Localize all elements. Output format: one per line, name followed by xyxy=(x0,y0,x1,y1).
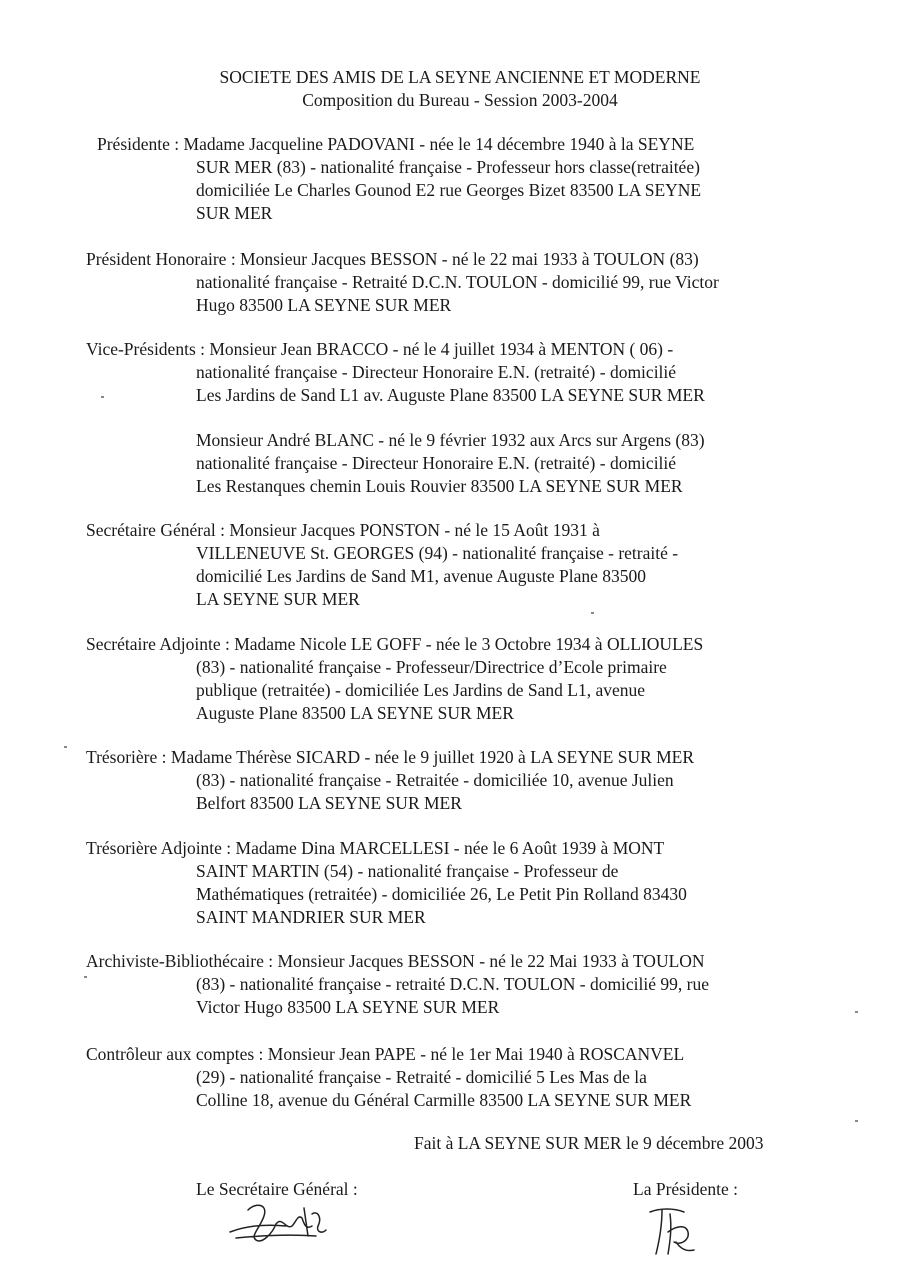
entry-line: domiciliée Le Charles Gounod E2 rue Georges Bizet 83500 LA SEYNE xyxy=(196,180,702,200)
entry-line: Les Restanques chemin Louis Rouvier 83500 LA SEYNE SUR MER xyxy=(196,476,683,496)
entry-line: Monsieur André BLANC - né le 9 février 1932 aux Arcs sur Argens (83) xyxy=(196,430,705,450)
entry-line: Mathématiques (retraitée) - domiciliée 26, Le Petit Pin Rolland 83430 xyxy=(196,884,687,904)
entry-tresoriere xyxy=(86,746,694,769)
entry-secretaire-adjointe xyxy=(86,633,703,656)
signature-label-secretaire: Le Secrétaire Général : xyxy=(196,1179,358,1199)
scan-speck xyxy=(855,1011,858,1013)
society-title: SOCIETE DES AMIS DE LA SEYNE ANCIENNE ET MODERNE xyxy=(219,67,701,87)
entry-controleur xyxy=(86,1043,684,1066)
secretaire-signature xyxy=(226,1196,330,1248)
place-and-date: Fait à LA SEYNE SUR MER le 9 décembre 2003 xyxy=(414,1133,764,1153)
entry-first-line: Président Honoraire : Monsieur Jacques BESSON - né le 22 mai 1933 à TOULON (83) xyxy=(86,249,699,269)
entry-line: (29) - nationalité française - Retraité - domicilié 5 Les Mas de la xyxy=(196,1067,647,1087)
entry-line: nationalité française - Directeur Honoraire E.N. (retraité) - domicilié xyxy=(196,362,677,382)
entry-line: nationalité française - Retraité D.C.N. TOULON - domicilié 99, rue Victor xyxy=(196,272,719,292)
entry-vice-president-2-details xyxy=(196,429,705,498)
scan-speck xyxy=(101,396,104,398)
entry-line: Auguste Plane 83500 LA SEYNE SUR MER xyxy=(196,703,514,723)
entry-line: SAINT MANDRIER SUR MER xyxy=(196,907,426,927)
entry-secretaire-adjointe-details xyxy=(196,656,667,725)
entry-vice-presidents xyxy=(86,338,673,361)
entry-president-honoraire xyxy=(86,248,699,271)
entry-line: VILLENEUVE St. GEORGES (94) - nationalité française - retraité - xyxy=(196,543,679,563)
entry-first-line: Trésorière Adjointe : Madame Dina MARCELLESI - née le 6 Août 1939 à MONT xyxy=(86,838,665,858)
entry-first-line: Secrétaire Général : Monsieur Jacques PONSTON - né le 15 Août 1931 à xyxy=(86,520,600,540)
entry-secretaire-general xyxy=(86,519,600,542)
signature-label-presidente: La Présidente : xyxy=(633,1179,738,1199)
entry-archiviste xyxy=(86,950,705,973)
session-subtitle: Composition du Bureau - Session 2003-2004 xyxy=(302,90,618,110)
entry-first-line: Contrôleur aux comptes : Monsieur Jean PAPE - né le 1er Mai 1940 à ROSCANVEL xyxy=(86,1044,685,1064)
entry-line: Victor Hugo 83500 LA SEYNE SUR MER xyxy=(196,997,500,1017)
scan-speck xyxy=(591,612,594,614)
entry-vice-president-1-details xyxy=(196,361,705,407)
document-header xyxy=(0,66,900,112)
entry-first-line: Vice-Présidents : Monsieur Jean BRACCO - né le 4 juillet 1934 à MENTON ( 06) - xyxy=(86,339,674,359)
presidente-signature xyxy=(640,1202,700,1260)
entry-line: (83) - nationalité française - Retraitée - domiciliée 10, avenue Julien xyxy=(196,770,674,790)
entry-line: LA SEYNE SUR MER xyxy=(196,589,360,609)
entry-line: publique (retraitée) - domiciliée Les Jardins de Sand L1, avenue xyxy=(196,680,646,700)
entry-line: SAINT MARTIN (54) - nationalité française - Professeur de xyxy=(196,861,619,881)
entry-line: Hugo 83500 LA SEYNE SUR MER xyxy=(196,295,452,315)
entry-first-line: Trésorière : Madame Thérèse SICARD - née le 9 juillet 1920 à LA SEYNE SUR MER xyxy=(86,747,695,767)
entry-line: SUR MER xyxy=(196,203,273,223)
entry-archiviste-details xyxy=(196,973,709,1019)
entry-secretaire-general-details xyxy=(196,542,678,611)
entry-line: (83) - nationalité française - retraité D.C.N. TOULON - domicilié 99, rue xyxy=(196,974,710,994)
entry-line: Les Jardins de Sand L1 av. Auguste Plane 83500 LA SEYNE SUR MER xyxy=(196,385,705,405)
scan-speck xyxy=(84,976,87,978)
entry-line: SUR MER (83) - nationalité française - Professeur hors classe(retraitée) xyxy=(196,157,700,177)
entry-line: (83) - nationalité française - Professeur/Directrice d’Ecole primaire xyxy=(196,657,667,677)
entry-first-line: Secrétaire Adjointe : Madame Nicole LE GOFF - née le 3 Octobre 1934 à OLLIOULES xyxy=(86,634,704,654)
entry-president-honoraire-details xyxy=(196,271,719,317)
entry-tresoriere-adjointe-details xyxy=(196,860,687,929)
entry-line: domicilié Les Jardins de Sand M1, avenue Auguste Plane 83500 xyxy=(196,566,647,586)
entry-controleur-details xyxy=(196,1066,691,1112)
scan-speck xyxy=(64,746,67,748)
entry-presidente xyxy=(97,133,694,156)
entry-tresoriere-adjointe xyxy=(86,837,664,860)
entry-presidente-details xyxy=(196,156,701,225)
scan-speck xyxy=(855,1120,858,1122)
entry-first-line: Présidente : Madame Jacqueline PADOVANI - née le 14 décembre 1940 à la SEYNE xyxy=(97,134,695,154)
entry-tresoriere-details xyxy=(196,769,674,815)
entry-first-line: Archiviste-Bibliothécaire : Monsieur Jacques BESSON - né le 22 Mai 1933 à TOULON xyxy=(86,951,705,971)
entry-line: Belfort 83500 LA SEYNE SUR MER xyxy=(196,793,462,813)
entry-line: Colline 18, avenue du Général Carmille 83500 LA SEYNE SUR MER xyxy=(196,1090,692,1110)
entry-line: nationalité française - Directeur Honoraire E.N. (retraité) - domicilié xyxy=(196,453,677,473)
